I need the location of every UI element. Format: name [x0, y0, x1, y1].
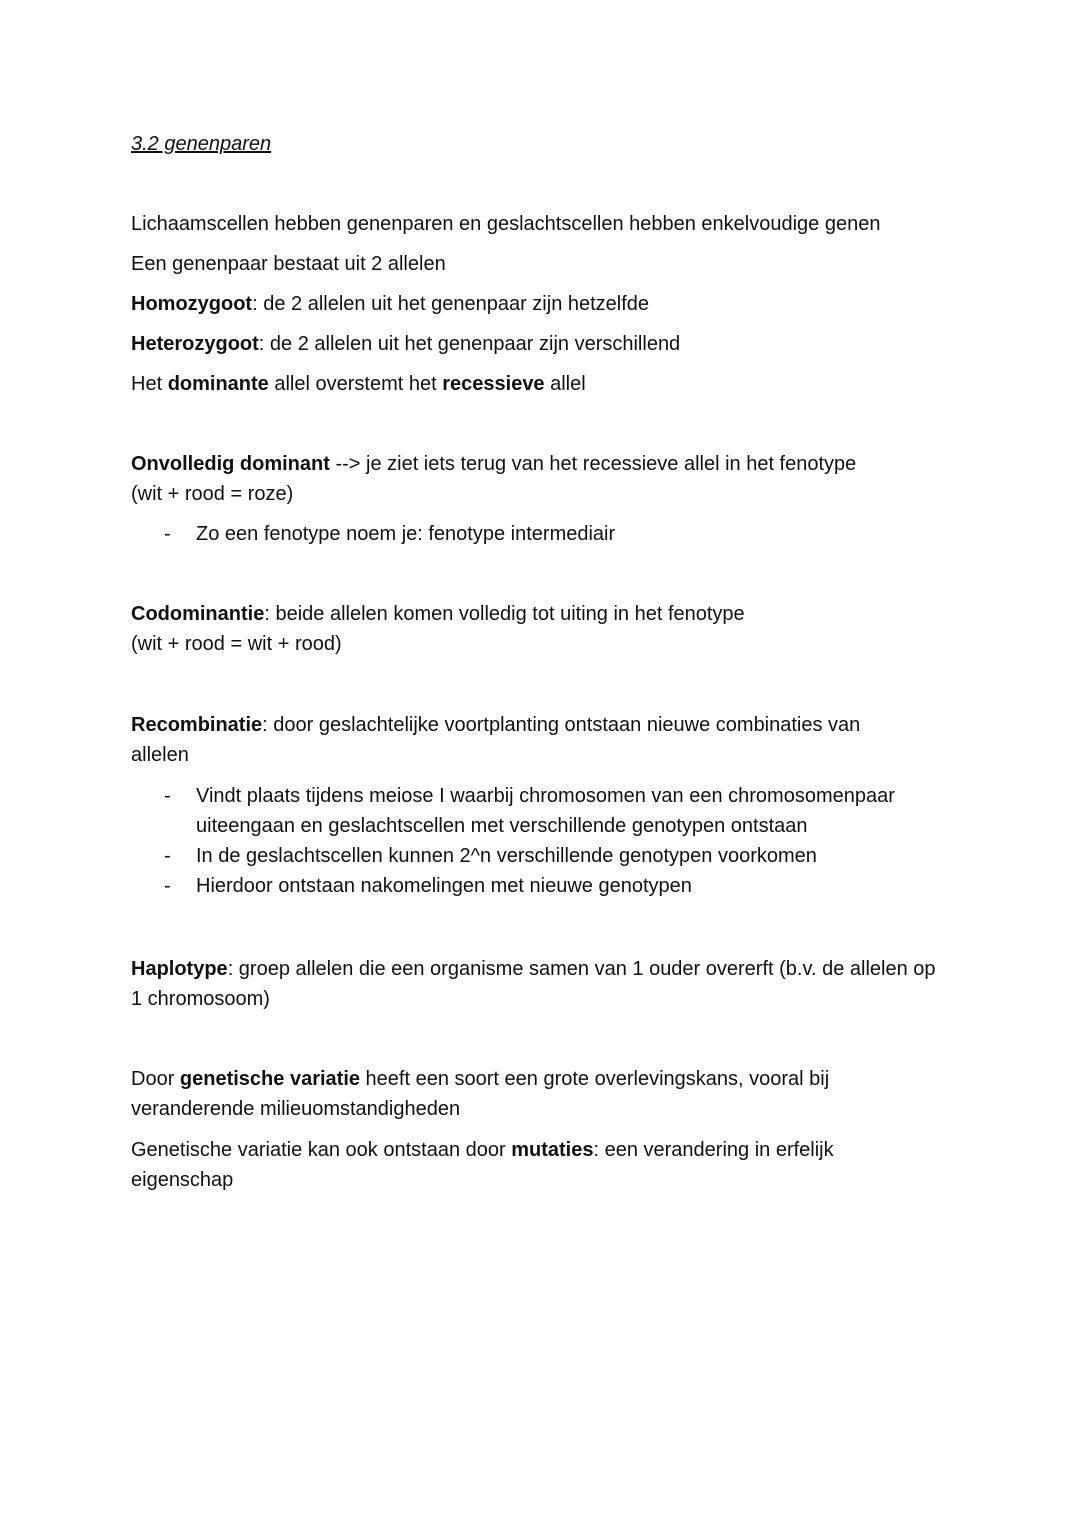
codominantie-text: : beide allelen komen volledig tot uiting in het fenotype — [264, 603, 745, 625]
bullet-dash: - — [164, 523, 171, 545]
variatie-part-2: heeft een soort een grote overlevingskans, vooral bij veranderende milieuomstandigheden — [131, 1068, 830, 1120]
mutaties-paragraph — [131, 1135, 891, 1195]
variatie-term: genetische variatie — [179, 1068, 360, 1090]
onvolledig-definition — [131, 449, 856, 479]
onvolledig-bullet-list — [131, 519, 951, 549]
recombinatie-text: : door geslachtelijke voortplanting ontstaan nieuwe combinaties van allelen — [131, 714, 861, 766]
homozygoot-definition — [131, 289, 649, 319]
bullet-text: In de geslachtscellen kunnen 2^n verschillende genotypen voorkomen — [196, 845, 817, 867]
variatie-part-1: Door — [131, 1068, 180, 1090]
bullet-text: Hierdoor ontstaan nakomelingen met nieuwe genotypen — [196, 875, 692, 897]
dominant-recessive-line — [131, 369, 586, 399]
homozygoot-text: : de 2 allelen uit het genenpaar zijn hetzelfde — [252, 293, 650, 315]
dominant-part-3: allel — [544, 373, 586, 395]
haplotype-term: Haplotype — [131, 958, 228, 980]
onvolledig-example: (wit + rood = roze) — [131, 483, 294, 505]
recombinatie-definition — [131, 710, 921, 770]
dominant-term: dominante — [167, 373, 269, 395]
onvolledig-term: Onvolledig dominant — [131, 453, 330, 475]
haplotype-definition — [131, 954, 951, 1014]
heterozygoot-term: Heterozygoot — [131, 333, 259, 355]
heterozygoot-text: : de 2 allelen uit het genenpaar zijn verschillend — [258, 333, 681, 355]
mutaties-part-1: Genetische variatie kan ook ontstaan door — [131, 1139, 512, 1161]
recombinatie-term: Recombinatie — [131, 714, 263, 736]
bullet-dash: - — [164, 875, 171, 897]
codominantie-example: (wit + rood = wit + rood) — [131, 633, 342, 655]
mutaties-term: mutaties — [511, 1139, 594, 1161]
intro-line-2: Een genenpaar bestaat uit 2 allelen — [131, 253, 446, 275]
recessive-term: recessieve — [442, 373, 545, 395]
haplotype-text: : groep allelen die een organisme samen van 1 ouder overerft (b.v. de allelen op 1 chromosoom) — [131, 958, 936, 1010]
list-item — [131, 519, 951, 549]
list-item — [131, 871, 951, 901]
list-item — [131, 781, 956, 841]
homozygoot-term: Homozygoot — [131, 293, 253, 315]
recombinatie-bullet-list — [131, 781, 951, 901]
codominantie-definition — [131, 599, 745, 629]
bullet-text: Vindt plaats tijdens meiose I waarbij chromosomen van een chromosomenpaar uiteengaan en geslachtscellen met verschillende genotypen ontstaan — [196, 785, 895, 837]
dominant-part-1: Het — [131, 373, 168, 395]
codominantie-term: Codominantie — [131, 603, 265, 625]
section-heading: 3.2 genenparen — [131, 133, 272, 155]
intro-line-1: Lichaamscellen hebben genenparen en geslachtscellen hebben enkelvoudige genen — [131, 213, 881, 235]
mutaties-part-2: : een verandering in erfelijk eigenschap — [131, 1139, 834, 1191]
heterozygoot-definition — [131, 329, 680, 359]
onvolledig-text: --> je ziet iets terug van het recessieve allel in het fenotype — [329, 453, 857, 475]
list-item — [131, 841, 951, 871]
variatie-paragraph — [131, 1064, 891, 1124]
bullet-dash: - — [164, 785, 171, 807]
bullet-text: Zo een fenotype noem je: fenotype intermediair — [196, 523, 616, 545]
bullet-dash: - — [164, 845, 171, 867]
dominant-part-2: allel overstemt het — [268, 373, 443, 395]
